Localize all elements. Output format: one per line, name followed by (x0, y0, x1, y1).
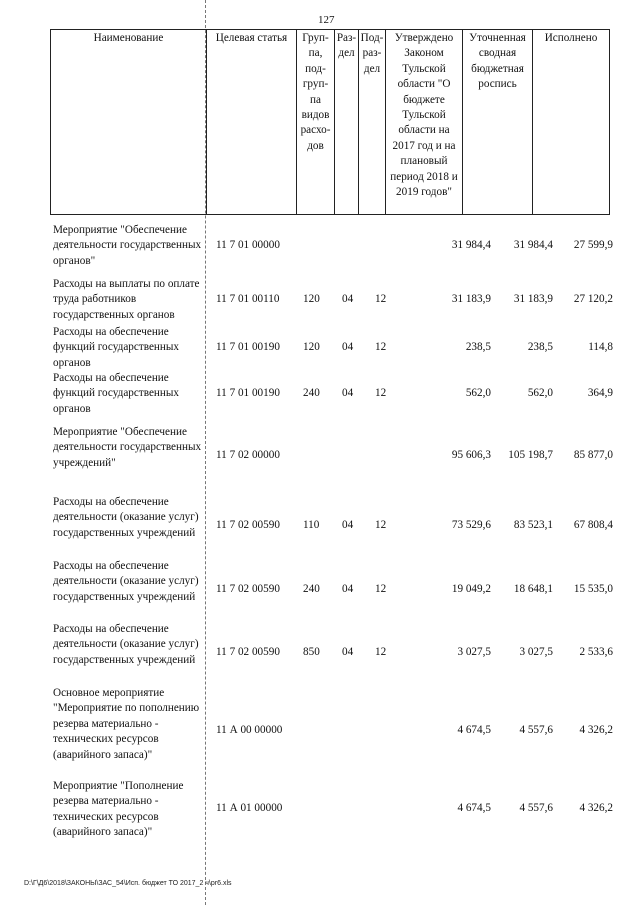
row-refined: 562,0 (527, 387, 553, 399)
row-section: 04 (342, 519, 354, 531)
row-code: 11 А 01 00000 (216, 802, 283, 814)
row-code: 11 7 01 00190 (216, 387, 280, 399)
row-subsection: 12 (375, 293, 387, 305)
row-section: 04 (342, 583, 354, 595)
row-approved: 31 984,4 (451, 239, 491, 251)
table-row (53, 277, 613, 323)
row-group: 240 (303, 387, 320, 399)
row-group: 110 (303, 519, 320, 531)
table-row (53, 622, 613, 684)
row-approved: 95 606,3 (451, 449, 491, 461)
row-code: 11 7 02 00590 (216, 646, 280, 658)
page-number: 127 (318, 14, 335, 26)
row-section: 04 (342, 341, 354, 353)
footer-file-path: D:\Г\Д6\2018\ЗАКОНЫ\ЗАС_54\Исп. бюджет ТО 2017_2 ч\pr6.xls (24, 880, 232, 887)
header-name: Наименование (51, 30, 207, 215)
row-code: 11 7 01 00190 (216, 341, 280, 353)
row-refined: 4 557,6 (519, 802, 553, 814)
row-executed: 114,8 (588, 341, 613, 353)
row-subsection: 12 (375, 387, 387, 399)
header-expense-group: Груп-па, под-груп-па видов расхо-дов (297, 30, 335, 215)
row-section: 04 (342, 646, 354, 658)
row-executed: 4 326,2 (579, 724, 613, 736)
row-name: Расходы на обеспечение деятельности (оказание услуг) государственных учреждений (53, 623, 199, 666)
row-subsection: 12 (375, 341, 387, 353)
row-code: 11 7 01 00110 (216, 293, 280, 305)
row-name: Расходы на выплаты по оплате труда работников государственных органов (53, 278, 200, 321)
table-row (53, 686, 613, 779)
row-section: 04 (342, 293, 354, 305)
row-code: 11 7 01 00000 (216, 239, 280, 251)
table-row (53, 371, 613, 417)
row-executed: 15 535,0 (573, 583, 613, 595)
row-refined: 105 198,7 (508, 449, 553, 461)
row-approved: 19 049,2 (451, 583, 491, 595)
row-executed: 2 533,6 (579, 646, 613, 658)
row-code: 11 7 02 00000 (216, 449, 280, 461)
row-name: Расходы на обеспечение деятельности (оказание услуг) государственных учреждений (53, 560, 199, 603)
row-name: Расходы на обеспечение функций государственных органов (53, 326, 180, 369)
row-executed: 27 599,9 (573, 239, 613, 251)
row-section: 04 (342, 387, 354, 399)
row-name: Расходы на обеспечение деятельности (оказание услуг) государственных учреждений (53, 496, 199, 539)
table-row (53, 223, 613, 269)
row-refined: 3 027,5 (519, 646, 553, 658)
row-approved: 238,5 (465, 341, 491, 353)
header-refined: Уточненная сводная бюджетная роспись (463, 30, 533, 215)
header-subsection: Под-раз-дел (359, 30, 386, 215)
row-approved: 4 674,5 (457, 724, 491, 736)
row-group: 240 (303, 583, 320, 595)
row-refined: 31 984,4 (513, 239, 553, 251)
row-name: Мероприятие "Обеспечение деятельности государственных учреждений" (53, 426, 202, 469)
row-executed: 4 326,2 (579, 802, 613, 814)
table-row (53, 425, 613, 487)
row-refined: 238,5 (527, 341, 553, 353)
table-row (53, 495, 613, 557)
table-row (53, 325, 613, 371)
row-refined: 18 648,1 (513, 583, 553, 595)
row-refined: 83 523,1 (513, 519, 553, 531)
row-approved: 562,0 (465, 387, 491, 399)
row-code: 11 7 02 00590 (216, 583, 280, 595)
row-subsection: 12 (375, 646, 387, 658)
row-subsection: 12 (375, 583, 387, 595)
row-approved: 73 529,6 (451, 519, 491, 531)
row-approved: 4 674,5 (457, 802, 491, 814)
row-name: Мероприятие "Пополнение резерва материально - технических ресурсов (аварийного запаса)" (53, 780, 184, 839)
row-group: 850 (303, 646, 320, 658)
row-name: Расходы на обеспечение функций государственных органов (53, 372, 180, 415)
row-group: 120 (303, 341, 320, 353)
row-executed: 364,9 (587, 387, 613, 399)
header-executed: Исполнено (533, 30, 610, 215)
row-executed: 27 120,2 (573, 293, 613, 305)
table-row (53, 559, 613, 621)
row-name: Основное мероприятие "Мероприятие по пополнению резерва материально - технических ресурсов (аварийного запаса)" (53, 687, 200, 761)
table-header (50, 29, 610, 215)
row-code: 11 7 02 00590 (216, 519, 280, 531)
header-target-article: Целевая статья (207, 30, 297, 215)
header-section: Раз-дел (335, 30, 359, 215)
row-approved: 31 183,9 (451, 293, 491, 305)
row-refined: 31 183,9 (513, 293, 553, 305)
row-name: Мероприятие "Обеспечение деятельности государственных органов" (53, 224, 202, 267)
row-executed: 85 877,0 (573, 449, 613, 461)
row-refined: 4 557,6 (519, 724, 553, 736)
row-code: 11 А 00 00000 (216, 724, 283, 736)
row-executed: 67 808,4 (573, 519, 613, 531)
row-group: 120 (303, 293, 320, 305)
table-row (53, 779, 613, 857)
row-subsection: 12 (375, 519, 387, 531)
header-approved: Утверждено Законом Тульской области "О бюджете Тульской области на 2017 год и на плановый период 2018 и 2019 годов" (386, 30, 463, 215)
row-approved: 3 027,5 (457, 646, 491, 658)
